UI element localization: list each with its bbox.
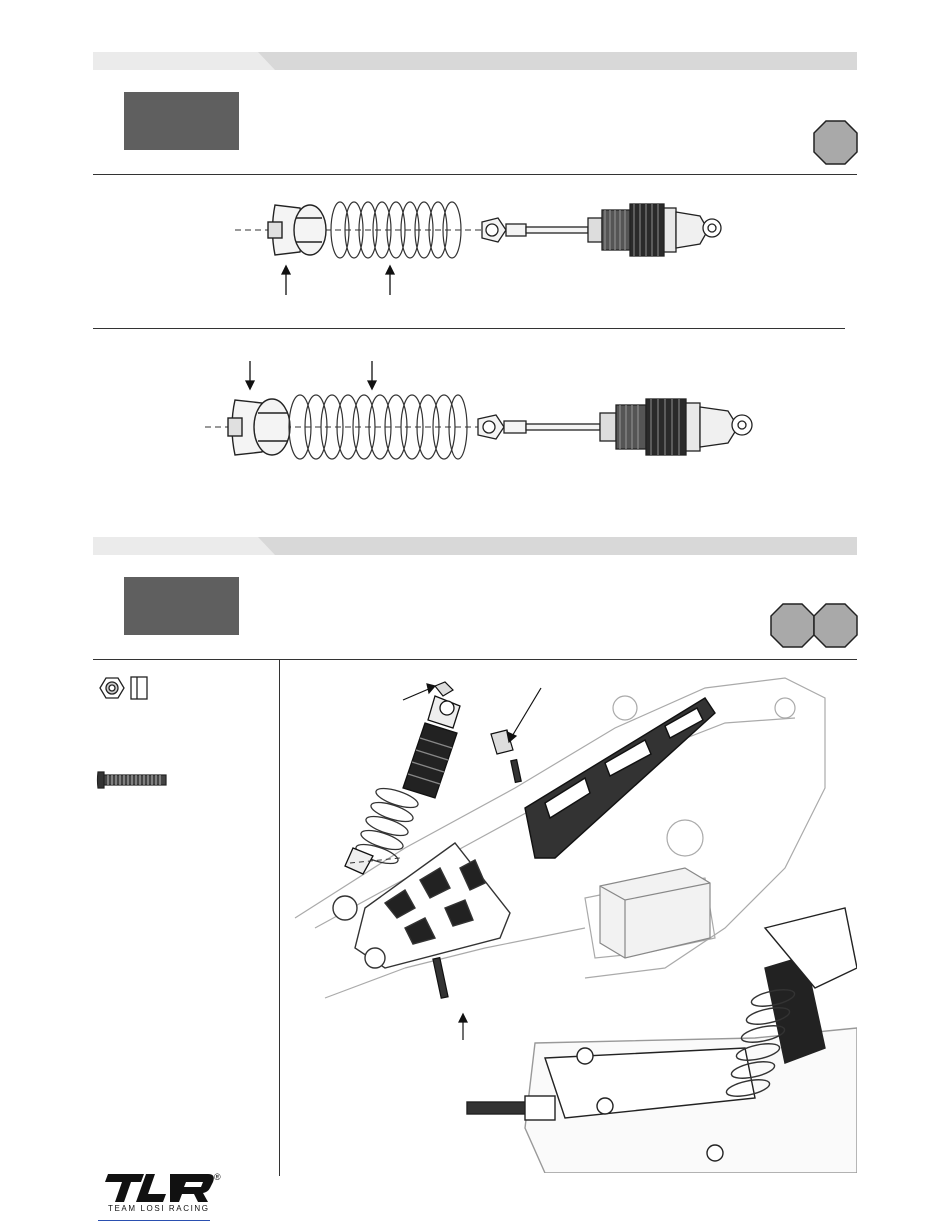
section-banner — [93, 537, 857, 555]
tlr-logo — [104, 1170, 224, 1222]
servo-icon — [600, 868, 710, 958]
step-number-box — [124, 92, 239, 150]
shock-absorber-icon — [345, 696, 460, 874]
divider — [93, 174, 857, 175]
shock-tower-icon — [525, 698, 715, 858]
hardware-bag — [94, 674, 274, 794]
arrow-up-icon — [386, 266, 394, 295]
spring-cup-icon — [268, 205, 326, 255]
shock-shaft-icon — [482, 218, 588, 242]
arrow-down-icon — [246, 361, 254, 389]
logo-underline — [98, 1220, 210, 1221]
tlr-logo-mark — [105, 1174, 214, 1202]
arrow-up-icon — [459, 1014, 467, 1040]
divider — [93, 659, 857, 660]
shock-spring-assembly-top — [230, 190, 760, 300]
button-head-screw-icon — [98, 772, 167, 788]
shock-body-icon — [588, 204, 721, 256]
screw-icon — [511, 760, 521, 783]
arrow-down-icon — [368, 361, 376, 389]
arrow-up-icon — [282, 266, 290, 295]
step-number-box — [124, 577, 239, 635]
locknut-icon — [435, 682, 453, 696]
parts-bag-badge — [813, 120, 858, 165]
logo-tagline: TEAM LOSI RACING — [108, 1204, 210, 1213]
divider — [93, 328, 845, 329]
shock-shaft-icon — [478, 415, 600, 439]
parts-bag-badge — [770, 603, 815, 648]
arrow-icon — [507, 688, 541, 742]
section-banner — [93, 52, 857, 70]
shock-spring-assembly-bottom — [200, 355, 780, 480]
shock-body-icon — [600, 399, 752, 455]
locknut-icon — [100, 677, 147, 699]
spring-cup-icon — [228, 399, 290, 455]
arrow-icon — [403, 684, 435, 700]
rear-shock-mounting — [285, 668, 857, 1173]
registered-mark: ® — [214, 1172, 221, 1182]
screw-icon — [433, 958, 448, 999]
parts-bag-badge — [813, 603, 858, 648]
hardware-column-divider — [279, 659, 280, 1176]
